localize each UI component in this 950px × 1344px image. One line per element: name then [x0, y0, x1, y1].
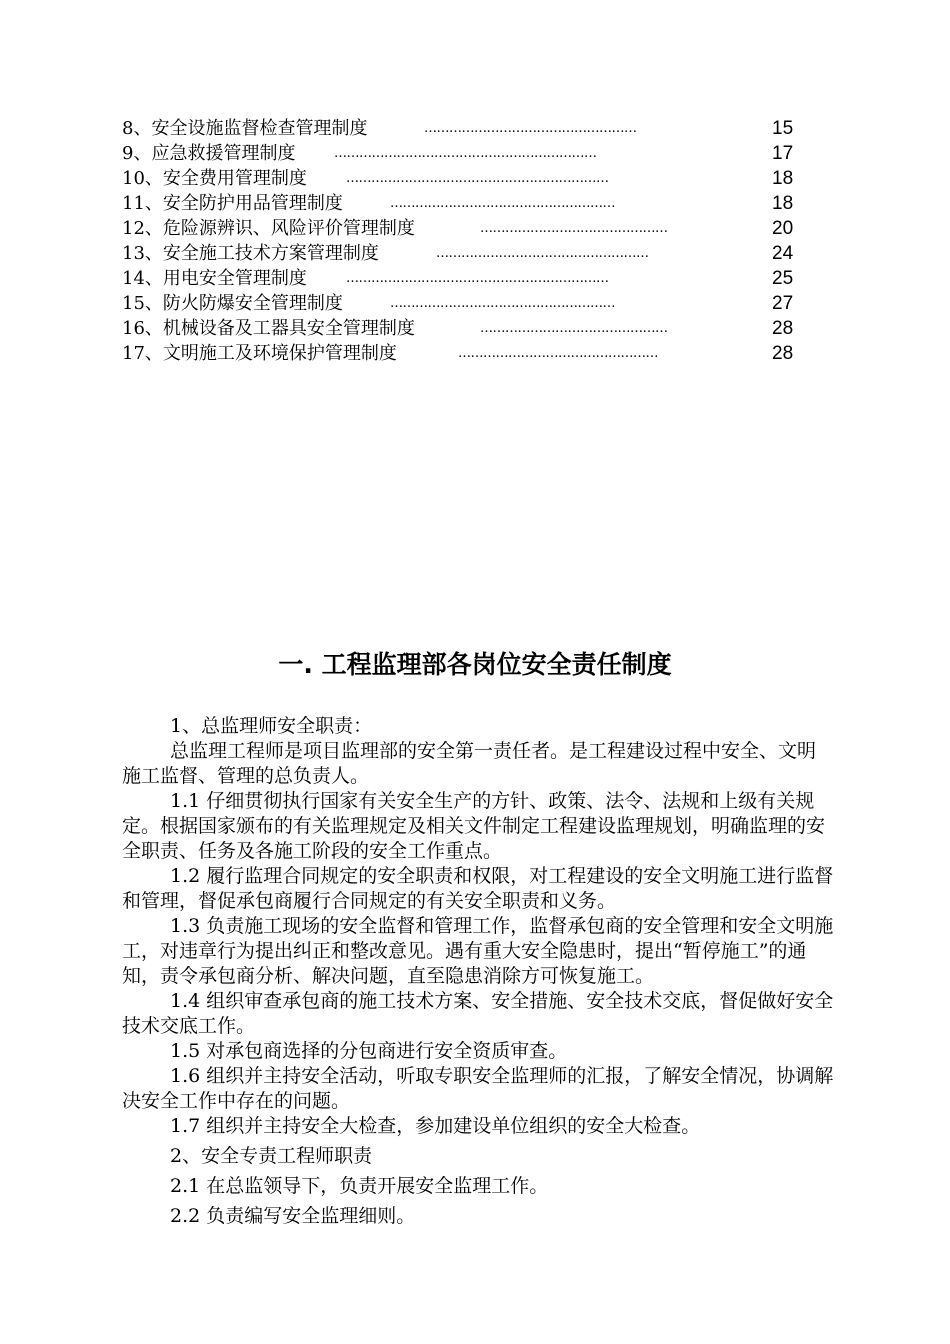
toc-leader-dots: ……………………………………… [480, 221, 668, 236]
paragraph: 2、安全专责工程师职责 [170, 1145, 373, 1167]
toc-entry-title: 16、机械设备及工器具安全管理制度 [122, 318, 415, 339]
paragraph: 1.5 对承包商选择的分包商进行安全资质审查。 [170, 1040, 568, 1062]
paragraph: 1.2 履行监理合同规定的安全职责和权限，对工程建设的安全文明施工进行监督和管理，督促承包商履行合同规定的有关安全职责和义务。 [122, 865, 834, 912]
toc-entry-title: 17、文明施工及环境保护管理制度 [122, 343, 397, 364]
section-heading: 一. 工程监理部各岗位安全责任制度 [278, 650, 672, 679]
toc-leader-dots: ……………………………………………… [390, 196, 615, 211]
paragraph: 1.4 组织审查承包商的施工技术方案、安全措施、安全技术交底，督促做好安全技术交底工作。 [122, 990, 834, 1037]
paragraph: 1.6 组织并主持安全活动，听取专职安全监理师的汇报，了解安全情况，协调解决安全工作中存在的问题。 [122, 1065, 834, 1112]
paragraph: 1.7 组织并主持安全大检查，参加建设单位组织的安全大检查。 [170, 1115, 701, 1137]
toc-page-number: 28 [772, 343, 794, 364]
toc-leader-dots: ……………………………………………… [390, 296, 615, 311]
toc-entry-title: 12、危险源辨识、风险评价管理制度 [122, 218, 415, 239]
toc-entry[interactable] [122, 216, 802, 241]
toc-leader-dots: ……………………………………………………… [334, 146, 597, 161]
toc-entry-title: 10、安全费用管理制度 [122, 168, 307, 189]
section-body [122, 714, 834, 1234]
toc-entry-title: 11、安全防护用品管理制度 [122, 193, 343, 214]
toc-entry[interactable] [122, 341, 802, 366]
toc-entry[interactable] [122, 141, 802, 166]
paragraph: 2.2 负责编写安全监理细则。 [170, 1205, 416, 1227]
toc-leader-dots: ……………………………………… [480, 321, 668, 336]
toc-leader-dots: ……………………………………………………… [346, 271, 609, 286]
toc-leader-dots: ………………………………………… [458, 346, 658, 361]
toc-page-number: 15 [772, 118, 794, 139]
toc-entry[interactable] [122, 191, 802, 216]
toc-entry-title: 14、用电安全管理制度 [122, 268, 307, 289]
toc-page-number: 17 [772, 143, 794, 164]
paragraph: 1.3 负责施工现场的安全监督和管理工作，监督承包商的安全管理和安全文明施工，对违章行为提出纠正和整改意见。遇有重大安全隐患时，提出“暂停施工”的通知，责令承包商分析、解决问题，直至隐患消除方可恢复施工。 [122, 915, 834, 987]
toc-page-number: 20 [772, 218, 794, 239]
toc-entry[interactable] [122, 241, 802, 266]
toc-leader-dots: …………………………………………… [436, 246, 649, 261]
paragraph: 1.1 仔细贯彻执行国家有关安全生产的方针、政策、法令、法规和上级有关规定。根据国家颁布的有关监理规定及相关文件制定工程建设监理规划，明确监理的安全职责、任务及各施工阶段的安全工作重点。 [122, 790, 826, 862]
toc-page-number: 18 [772, 168, 794, 189]
toc-leader-dots: …………………………………………… [424, 121, 637, 136]
toc-page-number: 28 [772, 318, 794, 339]
toc-entry[interactable] [122, 116, 802, 141]
paragraph: 1、总监理师安全职责： [170, 715, 373, 737]
toc-page-number: 25 [772, 268, 794, 289]
toc-entry[interactable] [122, 266, 802, 291]
toc-entry[interactable] [122, 316, 802, 341]
toc-entry[interactable] [122, 291, 802, 316]
table-of-contents [122, 116, 802, 366]
paragraph: 2.1 在总监领导下，负责开展安全监理工作。 [170, 1175, 549, 1197]
toc-page-number: 27 [772, 293, 794, 314]
toc-entry[interactable] [122, 166, 802, 191]
toc-page-number: 24 [772, 243, 794, 264]
toc-entry-title: 8、安全设施监督检查管理制度 [122, 118, 368, 139]
toc-entry-title: 13、安全施工技术方案管理制度 [122, 243, 379, 264]
toc-page-number: 18 [772, 193, 794, 214]
toc-leader-dots: ……………………………………………………… [346, 171, 609, 186]
toc-entry-title: 15、防火防爆安全管理制度 [122, 293, 343, 314]
paragraph: 总监理工程师是项目监理部的安全第一责任者。是工程建设过程中安全、文明施工监督、管理的总负责人。 [122, 740, 817, 787]
toc-entry-title: 9、应急救援管理制度 [122, 143, 296, 164]
